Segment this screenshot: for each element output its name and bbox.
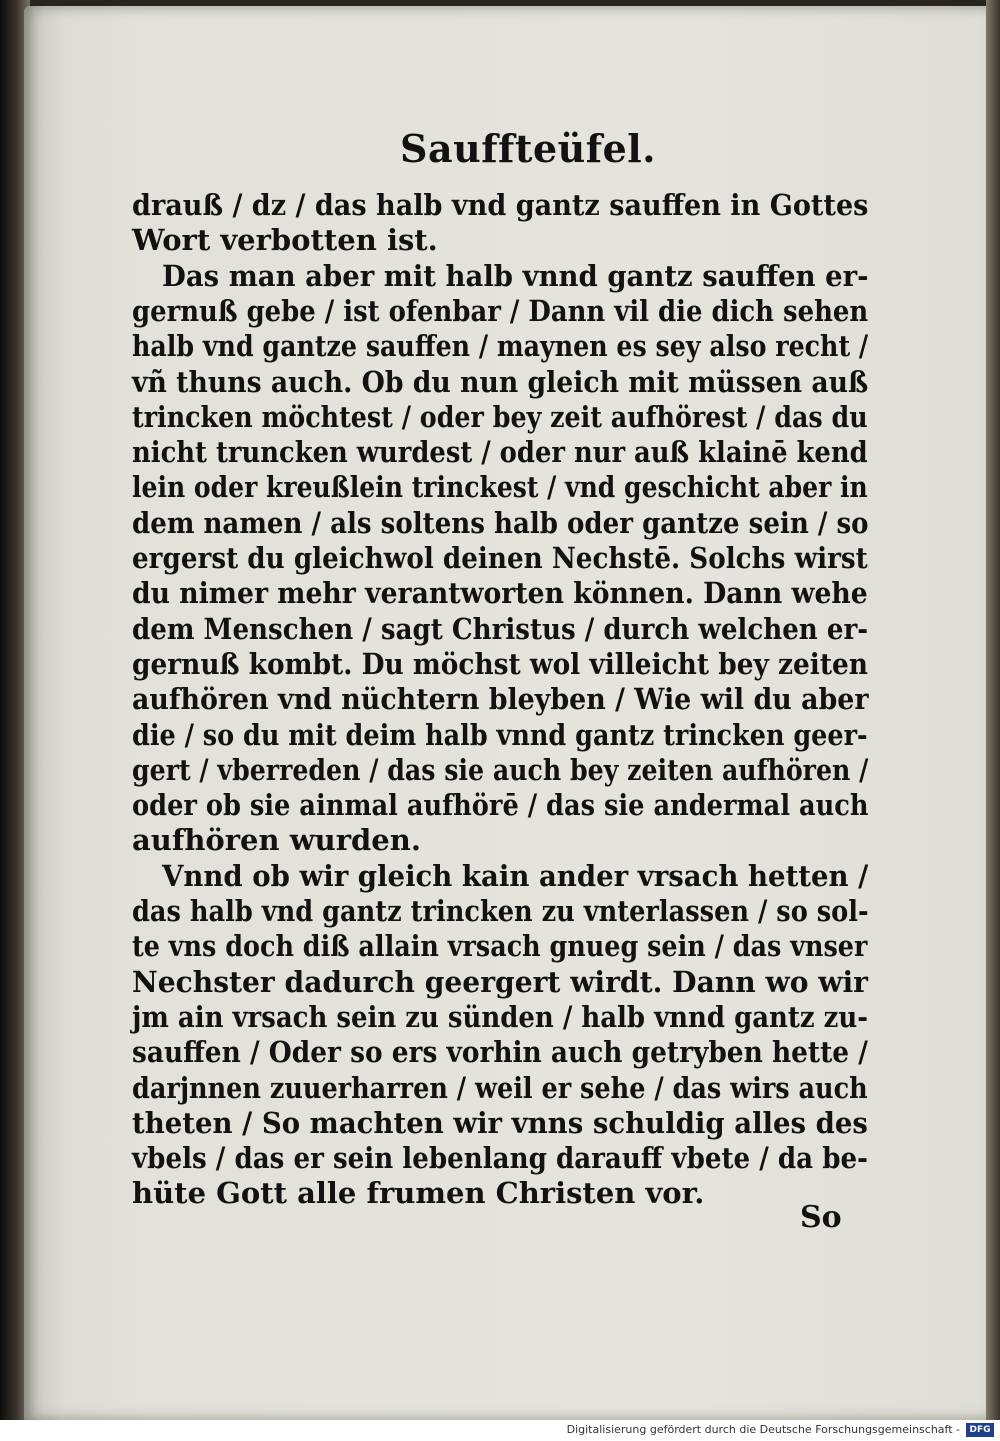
text-line: die / so du mit deim halb vnnd gantz trincken geer- — [132, 717, 868, 752]
text-line: darjnnen zuuerharren / weil er sehe / das wirs auch — [132, 1070, 868, 1105]
text-line: Wort verbotten ist. — [132, 223, 438, 258]
text-line: vbels / das er sein lebenlang darauff vbete / da be- — [132, 1141, 868, 1176]
catchword: So — [800, 1200, 842, 1235]
text-line: te vns doch diß allain vrsach gnueg sein / das vnser — [132, 929, 868, 964]
text-line: Nechster dadurch geergert wirdt. Dann wo wir — [132, 964, 868, 999]
running-head: Sauffteüfel. — [400, 126, 656, 171]
text-line: jm ain vrsach sein zu sünden / halb vnnd gantz zu- — [132, 999, 869, 1034]
text-line: trincken möchtest / oder bey zeit aufhörest / das du — [132, 399, 868, 434]
text-line: aufhören wurden. — [132, 823, 421, 858]
page-edge-shadow — [986, 0, 1000, 1420]
text-line: nicht truncken wurdest / oder nur auß klainē kend — [132, 435, 868, 470]
text-line: Vnnd ob wir gleich kain ander vrsach hetten / — [162, 858, 869, 893]
text-line: dem namen / als soltens halb oder gantze sein / so — [132, 505, 869, 540]
text-line: halb vnd gantze sauffen / maynen es sey also recht / — [132, 329, 869, 364]
text-line: vñ thuns auch. Ob du nun gleich mit müssen auß — [132, 364, 869, 399]
text-line: lein oder kreußlein trinckest / vnd geschicht aber in — [132, 470, 868, 505]
dfg-logo-icon[interactable]: DFG — [966, 1423, 994, 1437]
text-line: das halb vnd gantz trincken zu vnterlassen / so sol- — [132, 894, 869, 928]
text-line: hüte Gott alle frumen Christen vor. — [132, 1176, 705, 1211]
funding-credit: Digitalisierung gefördert durch die Deutsche Forschungsgemeinschaft - — [566, 1423, 960, 1436]
text-line: oder ob sie ainmal aufhörē / das sie andermal auch — [132, 788, 869, 823]
text-line: Das man aber mit halb vnnd gantz sauffen er- — [162, 258, 869, 293]
text-line: aufhören vnd nüchtern bleyben / Wie wil du aber — [132, 682, 869, 717]
text-line: sauffen / Oder so ers vorhin auch getryben hette / — [132, 1035, 868, 1070]
text-line: gernuß gebe / ist ofenbar / Dann vil die dich sehen — [132, 293, 869, 328]
text-line: du nimer mehr verantworten können. Dann wehe — [132, 576, 868, 611]
footer-bar — [0, 1420, 1000, 1441]
text-line: gernuß kombt. Du möchst wol villeicht bey zeiten — [132, 646, 868, 681]
text-line: gert / vberreden / das sie auch bey zeiten aufhören / — [132, 752, 869, 787]
text-line: dem Menschen / sagt Christus / durch welchen er- — [132, 611, 869, 646]
text-line: ergerst du gleichwol deinen Nechstē. Solchs wirst — [132, 541, 868, 575]
text-line: theten / So machten wir vnns schuldig alles des — [132, 1105, 868, 1140]
text-line: drauß / dz / das halb vnd gantz sauffen in Gottes — [132, 188, 869, 222]
